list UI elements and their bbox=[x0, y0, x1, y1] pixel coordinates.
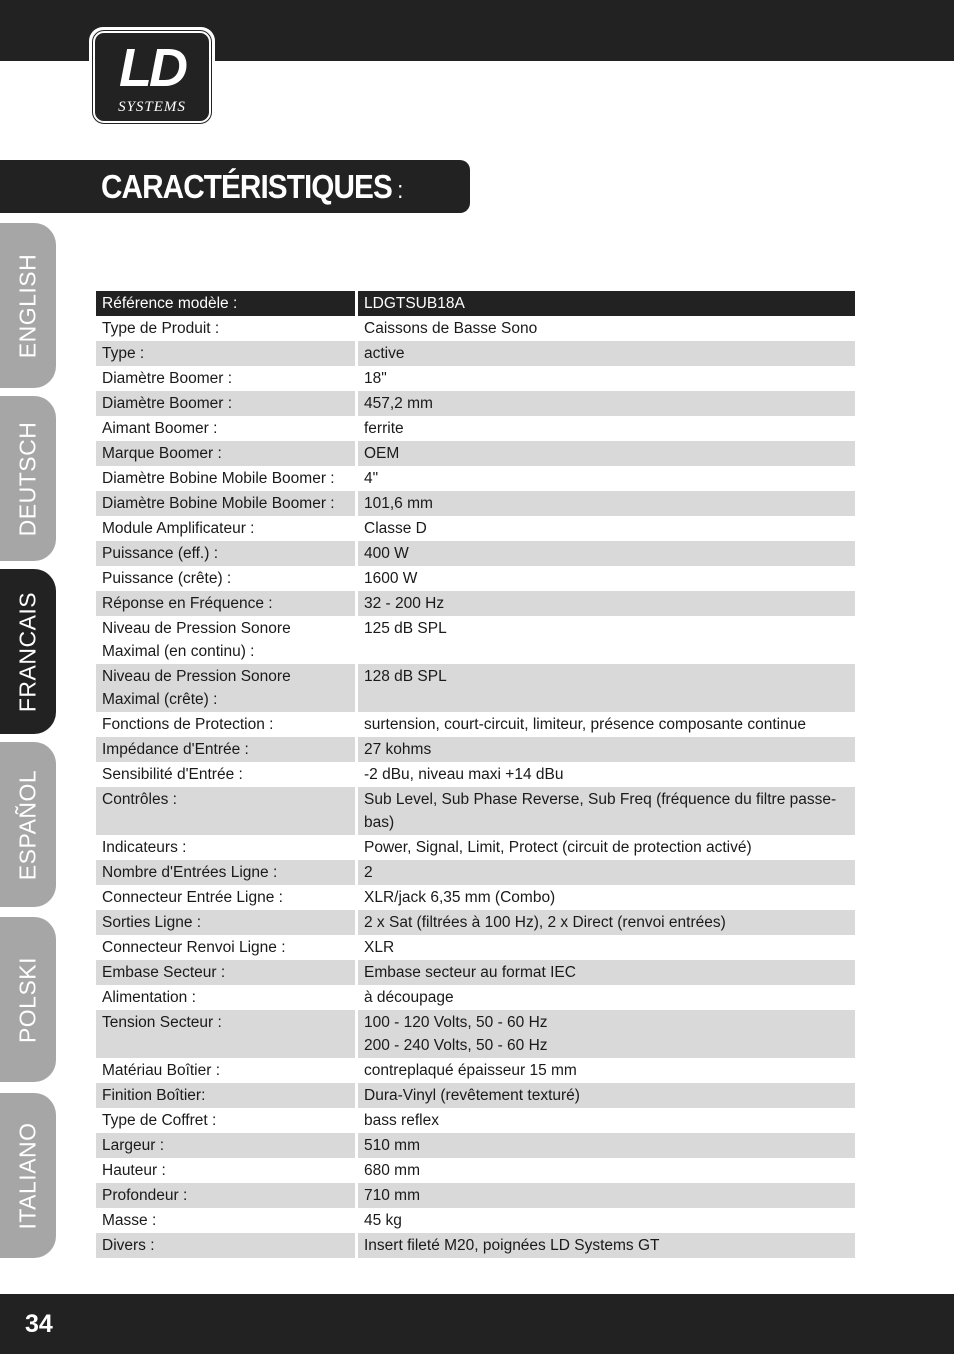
spec-label: Fonctions de Protection : bbox=[96, 712, 358, 737]
spec-label: Hauteur : bbox=[96, 1158, 358, 1183]
spec-value: ferrite bbox=[358, 416, 855, 441]
spec-label: Diamètre Bobine Mobile Boomer : bbox=[96, 466, 358, 491]
table-row bbox=[96, 1108, 855, 1133]
language-tab-español[interactable] bbox=[0, 742, 56, 907]
spec-label: Connecteur Renvoi Ligne : bbox=[96, 935, 358, 960]
spec-value: Insert fileté M20, poignées LD Systems GT bbox=[358, 1233, 855, 1258]
spec-value: Dura-Vinyl (revêtement texturé) bbox=[358, 1083, 855, 1108]
spec-label: Référence modèle : bbox=[96, 291, 358, 316]
spec-value: 45 kg bbox=[358, 1208, 855, 1233]
spec-value: Classe D bbox=[358, 516, 855, 541]
section-title-colon: : bbox=[397, 177, 403, 204]
section-title-text: CARACTÉRISTIQUES bbox=[101, 168, 392, 205]
spec-label: Impédance d'Entrée : bbox=[96, 737, 358, 762]
spec-label: Puissance (crête) : bbox=[96, 566, 358, 591]
section-title-band bbox=[0, 160, 470, 213]
table-row bbox=[96, 316, 855, 341]
spec-value: surtension, court-circuit, limiteur, présence composante continue bbox=[358, 712, 855, 737]
table-row bbox=[96, 1083, 855, 1108]
spec-value: OEM bbox=[358, 441, 855, 466]
spec-label: Divers : bbox=[96, 1233, 358, 1258]
spec-label: Réponse en Fréquence : bbox=[96, 591, 358, 616]
spec-value: 680 mm bbox=[358, 1158, 855, 1183]
spec-value: contreplaqué épaisseur 15 mm bbox=[358, 1058, 855, 1083]
spec-value: 710 mm bbox=[358, 1183, 855, 1208]
table-row bbox=[96, 787, 855, 835]
table-row bbox=[96, 541, 855, 566]
spec-label: Matériau Boîtier : bbox=[96, 1058, 358, 1083]
table-row bbox=[96, 1158, 855, 1183]
table-row bbox=[96, 516, 855, 541]
spec-value: 2 x Sat (filtrées à 100 Hz), 2 x Direct (renvoi entrées) bbox=[358, 910, 855, 935]
table-row bbox=[96, 441, 855, 466]
spec-value: 101,6 mm bbox=[358, 491, 855, 516]
spec-label: Contrôles : bbox=[96, 787, 358, 835]
spec-value: XLR bbox=[358, 935, 855, 960]
specifications-table bbox=[96, 291, 855, 1258]
spec-label: Profondeur : bbox=[96, 1183, 358, 1208]
table-row bbox=[96, 762, 855, 787]
table-row bbox=[96, 835, 855, 860]
section-title bbox=[101, 160, 402, 213]
table-row bbox=[96, 591, 855, 616]
table-row bbox=[96, 712, 855, 737]
logo-badge bbox=[93, 31, 211, 123]
spec-value: Sub Level, Sub Phase Reverse, Sub Freq (fréquence du filtre passe-bas) bbox=[358, 787, 855, 835]
table-row bbox=[96, 910, 855, 935]
spec-label: Finition Boîtier: bbox=[96, 1083, 358, 1108]
spec-label: Niveau de Pression Sonore Maximal (en continu) : bbox=[96, 616, 358, 664]
table-row bbox=[96, 391, 855, 416]
language-tab-label: ESPAÑOL bbox=[14, 769, 41, 880]
spec-value: bass reflex bbox=[358, 1108, 855, 1133]
spec-value: 125 dB SPL bbox=[358, 616, 855, 664]
language-tab-label: DEUTSCH bbox=[14, 421, 41, 536]
ld-systems-logo bbox=[89, 27, 215, 127]
spec-value: -2 dBu, niveau maxi +14 dBu bbox=[358, 762, 855, 787]
table-row bbox=[96, 1183, 855, 1208]
table-row bbox=[96, 1058, 855, 1083]
spec-value: 27 kohms bbox=[358, 737, 855, 762]
spec-value: 32 - 200 Hz bbox=[358, 591, 855, 616]
spec-label: Alimentation : bbox=[96, 985, 358, 1010]
spec-label: Largeur : bbox=[96, 1133, 358, 1158]
language-tab-label: ITALIANO bbox=[14, 1121, 41, 1230]
language-tab-label: FRANCAIS bbox=[14, 591, 41, 712]
language-tab-deutsch[interactable] bbox=[0, 396, 56, 561]
table-row bbox=[96, 566, 855, 591]
table-row bbox=[96, 491, 855, 516]
spec-label: Aimant Boomer : bbox=[96, 416, 358, 441]
language-tab-italiano[interactable] bbox=[0, 1093, 56, 1258]
spec-label: Type de Produit : bbox=[96, 316, 358, 341]
spec-value: 18" bbox=[358, 366, 855, 391]
spec-label: Tension Secteur : bbox=[96, 1010, 358, 1058]
table-row bbox=[96, 664, 855, 712]
language-tab-francais[interactable] bbox=[0, 569, 56, 734]
spec-value: 400 W bbox=[358, 541, 855, 566]
spec-label: Sorties Ligne : bbox=[96, 910, 358, 935]
spec-value: Power, Signal, Limit, Protect (circuit de protection activé) bbox=[358, 835, 855, 860]
spec-value: 128 dB SPL bbox=[358, 664, 855, 712]
table-row bbox=[96, 935, 855, 960]
spec-value: Caissons de Basse Sono bbox=[358, 316, 855, 341]
spec-label: Indicateurs : bbox=[96, 835, 358, 860]
spec-label: Type de Coffret : bbox=[96, 1108, 358, 1133]
table-row bbox=[96, 1133, 855, 1158]
spec-label: Nombre d'Entrées Ligne : bbox=[96, 860, 358, 885]
spec-value: Embase secteur au format IEC bbox=[358, 960, 855, 985]
table-row bbox=[96, 885, 855, 910]
language-tab-label: ENGLISH bbox=[14, 253, 41, 358]
table-row bbox=[96, 416, 855, 441]
spec-value: XLR/jack 6,35 mm (Combo) bbox=[358, 885, 855, 910]
spec-value: 4" bbox=[358, 466, 855, 491]
spec-value: 100 - 120 Volts, 50 - 60 Hz 200 - 240 Volts, 50 - 60 Hz bbox=[358, 1010, 855, 1058]
spec-label: Diamètre Bobine Mobile Boomer : bbox=[96, 491, 358, 516]
table-row bbox=[96, 466, 855, 491]
spec-value: 457,2 mm bbox=[358, 391, 855, 416]
language-tab-polski[interactable] bbox=[0, 917, 56, 1082]
language-tab-label: POLSKI bbox=[14, 956, 41, 1043]
table-row bbox=[96, 616, 855, 664]
language-tab-english[interactable] bbox=[0, 223, 56, 388]
spec-label: Connecteur Entrée Ligne : bbox=[96, 885, 358, 910]
table-row bbox=[96, 960, 855, 985]
table-row bbox=[96, 1208, 855, 1233]
spec-value: 510 mm bbox=[358, 1133, 855, 1158]
spec-value: LDGTSUB18A bbox=[358, 291, 855, 316]
table-row bbox=[96, 1233, 855, 1258]
spec-label: Masse : bbox=[96, 1208, 358, 1233]
spec-label: Diamètre Boomer : bbox=[96, 391, 358, 416]
spec-value: active bbox=[358, 341, 855, 366]
table-row bbox=[96, 860, 855, 885]
spec-value: 1600 W bbox=[358, 566, 855, 591]
spec-value: 2 bbox=[358, 860, 855, 885]
page-number: 34 bbox=[25, 1310, 53, 1338]
logo-subtitle: SYSTEMS bbox=[118, 99, 186, 115]
spec-label: Marque Boomer : bbox=[96, 441, 358, 466]
table-row bbox=[96, 366, 855, 391]
logo-mark: LD bbox=[119, 38, 185, 98]
table-row bbox=[96, 737, 855, 762]
spec-label: Puissance (eff.) : bbox=[96, 541, 358, 566]
spec-label: Embase Secteur : bbox=[96, 960, 358, 985]
spec-label: Niveau de Pression Sonore Maximal (crête) : bbox=[96, 664, 358, 712]
table-header-row bbox=[96, 291, 855, 316]
spec-label: Diamètre Boomer : bbox=[96, 366, 358, 391]
spec-label: Type : bbox=[96, 341, 358, 366]
table-row bbox=[96, 341, 855, 366]
table-row bbox=[96, 985, 855, 1010]
table-row bbox=[96, 1010, 855, 1058]
spec-label: Module Amplificateur : bbox=[96, 516, 358, 541]
spec-label: Sensibilité d'Entrée : bbox=[96, 762, 358, 787]
bottom-bar bbox=[0, 1294, 954, 1354]
spec-value: à découpage bbox=[358, 985, 855, 1010]
